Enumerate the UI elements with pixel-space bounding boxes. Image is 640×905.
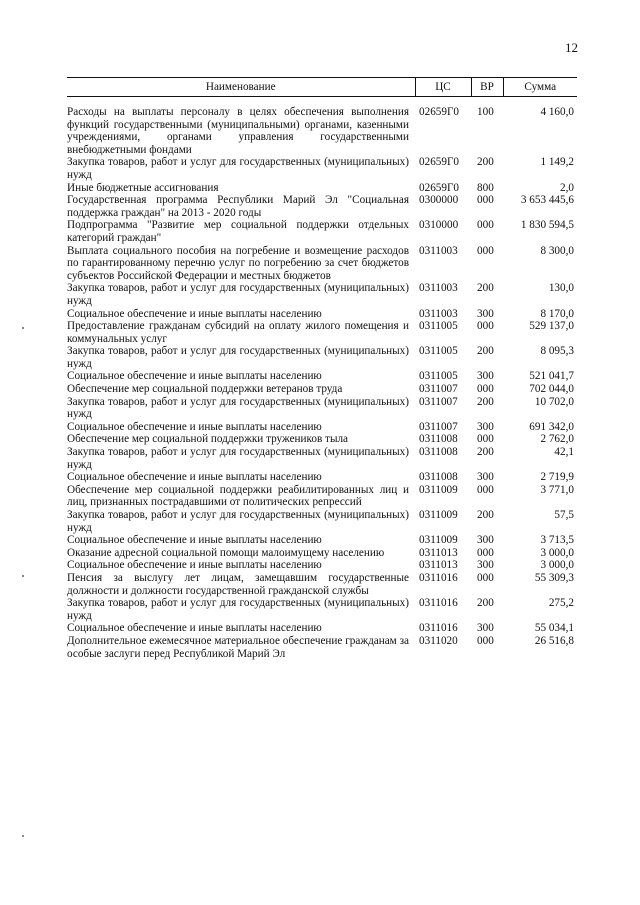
table-row — [67, 484, 577, 509]
table-row — [67, 156, 577, 181]
table-row — [67, 597, 577, 622]
cell-cs: 0311016 — [419, 622, 458, 635]
margin-mark — [22, 575, 24, 577]
table-row — [67, 635, 577, 660]
cell-sum: 275,2 — [548, 597, 574, 610]
header-sum: Сумма — [503, 78, 577, 97]
table-row — [67, 547, 577, 560]
cell-sum: 8 095,3 — [540, 345, 574, 358]
margin-mark — [22, 835, 24, 837]
cell-sum: 55 309,3 — [534, 571, 574, 584]
table-row — [67, 471, 577, 484]
table-row — [67, 370, 577, 383]
cell-name: Обеспечение мер социальной поддержки реабилитированных лиц и лиц, признанных пострадавшими от политических репрессий — [67, 483, 409, 509]
table-row — [67, 396, 577, 421]
cell-cs: 0311003 — [419, 307, 458, 320]
cell-vr: 200 — [477, 395, 494, 408]
table-row — [67, 559, 577, 572]
cell-name: Дополнительное ежемесячное материальное обеспечение гражданам за особые заслуги перед Республикой Марий Эл — [67, 634, 409, 660]
table-row — [67, 282, 577, 307]
cell-cs: 0311005 — [419, 370, 458, 383]
table-row — [67, 320, 577, 345]
cell-vr: 200 — [477, 597, 494, 610]
cell-sum: 702 044,0 — [529, 383, 574, 396]
cell-cs: 0311003 — [419, 282, 458, 295]
cell-vr: 200 — [477, 345, 494, 358]
cell-sum: 2,0 — [560, 181, 574, 194]
cell-sum: 3 653 445,6 — [520, 194, 574, 207]
cell-name: Закупка товаров, работ и услуг для государственных (муниципальных) нужд — [67, 446, 409, 471]
cell-vr: 300 — [477, 471, 494, 484]
cell-name: Пенсия за выслугу лет лицам, замещавшим государственные должности и должности государственной гражданской службы — [67, 571, 409, 597]
cell-name: Закупка товаров, работ и услуг для государственных (муниципальных) нужд — [67, 597, 409, 622]
cell-vr: 300 — [477, 370, 494, 383]
cell-sum: 42,1 — [554, 446, 574, 459]
table-row — [67, 572, 577, 597]
cell-name: Социальное обеспечение и иные выплаты населению — [67, 307, 322, 320]
cell-cs: 0311003 — [419, 244, 458, 257]
header-vr: ВР — [471, 78, 503, 97]
cell-sum: 529 137,0 — [529, 320, 574, 333]
cell-cs: 0311013 — [419, 546, 458, 559]
cell-vr: 000 — [477, 546, 494, 559]
cell-cs: 0310000 — [419, 219, 459, 232]
cell-sum: 26 516,8 — [534, 634, 574, 647]
cell-cs: 0311005 — [419, 320, 458, 333]
cell-sum: 130,0 — [548, 282, 574, 295]
cell-cs: 0311009 — [419, 534, 458, 547]
cell-name: Государственная программа Республики Марий Эл "Социальная поддержка граждан" на 2013 - 2020 годы — [67, 194, 409, 219]
cell-vr: 200 — [477, 156, 494, 169]
cell-cs: 0311009 — [419, 509, 458, 521]
cell-vr: 300 — [477, 307, 494, 320]
cell-sum: 2 762,0 — [540, 433, 574, 446]
header-cs: ЦС — [415, 78, 471, 97]
cell-cs: 0311008 — [419, 433, 458, 446]
cell-vr: 200 — [477, 282, 494, 295]
cell-vr: 200 — [477, 509, 494, 521]
cell-name: Социальное обеспечение и иные выплаты населению — [67, 534, 322, 547]
cell-vr: 100 — [477, 106, 494, 118]
page-number: 12 — [565, 40, 578, 55]
cell-cs: 02659Г0 — [419, 106, 460, 118]
cell-sum: 691 342,0 — [529, 420, 574, 433]
table-row — [67, 219, 577, 244]
table-row — [67, 421, 577, 434]
cell-vr: 000 — [477, 483, 494, 496]
cell-sum: 2 719,9 — [540, 471, 574, 484]
cell-sum: 8 300,0 — [540, 244, 574, 257]
cell-cs: 02659Г0 — [419, 181, 460, 194]
cell-vr: 000 — [477, 571, 494, 584]
header-name: Наименование — [67, 78, 415, 97]
cell-name: Обеспечение мер социальной поддержки тружеников тыла — [67, 433, 349, 446]
cell-sum: 57,5 — [554, 509, 574, 521]
cell-cs: 0311009 — [419, 483, 458, 496]
cell-cs: 0300000 — [419, 194, 459, 207]
cell-sum: 3 771,0 — [540, 483, 574, 496]
cell-sum: 4 160,0 — [540, 106, 574, 118]
table-row — [67, 245, 577, 283]
cell-name: Обеспечение мер социальной поддержки ветеранов труда — [67, 383, 343, 396]
cell-cs: 0311008 — [419, 471, 458, 484]
cell-name: Закупка товаров, работ и услуг для государственных (муниципальных) нужд — [67, 282, 409, 307]
table-row — [67, 383, 577, 396]
cell-sum: 8 170,0 — [540, 307, 574, 320]
table-row — [67, 622, 577, 635]
cell-name: Закупка товаров, работ и услуг для государственных (муниципальных) нужд — [67, 395, 409, 421]
cell-cs: 0311020 — [419, 634, 458, 647]
cell-name: Социальное обеспечение и иные выплаты населению — [67, 622, 322, 635]
cell-name: Закупка товаров, работ и услуг для государственных (муниципальных) нужд — [67, 156, 409, 181]
cell-vr: 000 — [477, 320, 494, 333]
cell-name: Выплата социального пособия на погребение и возмещение расходов по гарантированному перечню услуг по погребению за счет бюджетов субъектов Российской Федерации и местных бюджетов — [67, 244, 409, 282]
cell-cs: 0311007 — [419, 383, 458, 396]
cell-name: Социальное обеспечение и иные выплаты населению — [67, 420, 322, 433]
cell-sum: 3 000,0 — [540, 546, 574, 559]
cell-sum: 10 702,0 — [534, 395, 574, 408]
cell-sum: 55 034,1 — [534, 622, 574, 635]
cell-vr: 000 — [477, 219, 494, 232]
cell-cs: 0311008 — [419, 446, 458, 459]
table-row — [67, 308, 577, 321]
cell-vr: 300 — [477, 559, 494, 572]
cell-sum: 1 149,2 — [540, 156, 574, 169]
table-row — [67, 97, 577, 157]
cell-vr: 000 — [477, 433, 494, 446]
table-row — [67, 534, 577, 547]
cell-cs: 0311016 — [419, 597, 458, 610]
cell-vr: 000 — [477, 383, 494, 396]
cell-sum: 3 000,0 — [540, 559, 574, 572]
cell-name: Подпрограмма "Развитие мер социальной поддержки отдельных категорий граждан" — [67, 219, 409, 244]
cell-vr: 300 — [477, 622, 494, 635]
cell-cs: 0311007 — [419, 395, 458, 408]
table-row — [67, 182, 577, 195]
cell-cs: 0311005 — [419, 345, 458, 358]
table-row — [67, 345, 577, 370]
cell-name: Закупка товаров, работ и услуг для государственных (муниципальных) нужд — [67, 345, 409, 370]
table-row — [67, 433, 577, 446]
cell-name: Социальное обеспечение и иные выплаты населению — [67, 471, 322, 484]
cell-vr: 300 — [477, 420, 494, 433]
cell-name: Оказание адресной социальной помощи малоимущему населению — [67, 546, 385, 559]
cell-cs: 0311007 — [419, 420, 458, 433]
table-body — [67, 97, 577, 661]
cell-vr: 000 — [477, 634, 494, 647]
cell-vr: 200 — [477, 446, 494, 459]
cell-cs: 0311016 — [419, 571, 458, 584]
budget-table — [67, 77, 577, 660]
table-header-row — [67, 78, 577, 97]
cell-vr: 300 — [477, 534, 494, 547]
cell-sum: 1 830 594,5 — [520, 219, 574, 232]
table-row — [67, 446, 577, 471]
cell-vr: 800 — [477, 181, 494, 194]
cell-vr: 000 — [477, 244, 494, 257]
cell-vr: 000 — [477, 194, 494, 207]
cell-name: Социальное обеспечение и иные выплаты населению — [67, 370, 322, 383]
cell-sum: 521 041,7 — [529, 370, 574, 383]
cell-cs: 0311013 — [419, 559, 458, 572]
cell-sum: 3 713,5 — [540, 534, 574, 547]
table-row — [67, 194, 577, 219]
margin-mark — [22, 327, 24, 329]
cell-name: Расходы на выплаты персоналу в целях обеспечения выполнения функций государственными (муниципальными) органами, казенными учреждениями, органами управления государственными внебюджетными фондами — [67, 106, 409, 156]
cell-cs: 02659Г0 — [419, 156, 460, 169]
cell-name: Закупка товаров, работ и услуг для государственных (муниципальных) нужд — [67, 509, 409, 534]
cell-name: Социальное обеспечение и иные выплаты населению — [67, 559, 322, 572]
cell-name: Предоставление гражданам субсидий на оплату жилого помещения и коммунальных услуг — [67, 320, 409, 345]
table-row — [67, 509, 577, 534]
cell-name: Иные бюджетные ассигнования — [67, 181, 219, 194]
